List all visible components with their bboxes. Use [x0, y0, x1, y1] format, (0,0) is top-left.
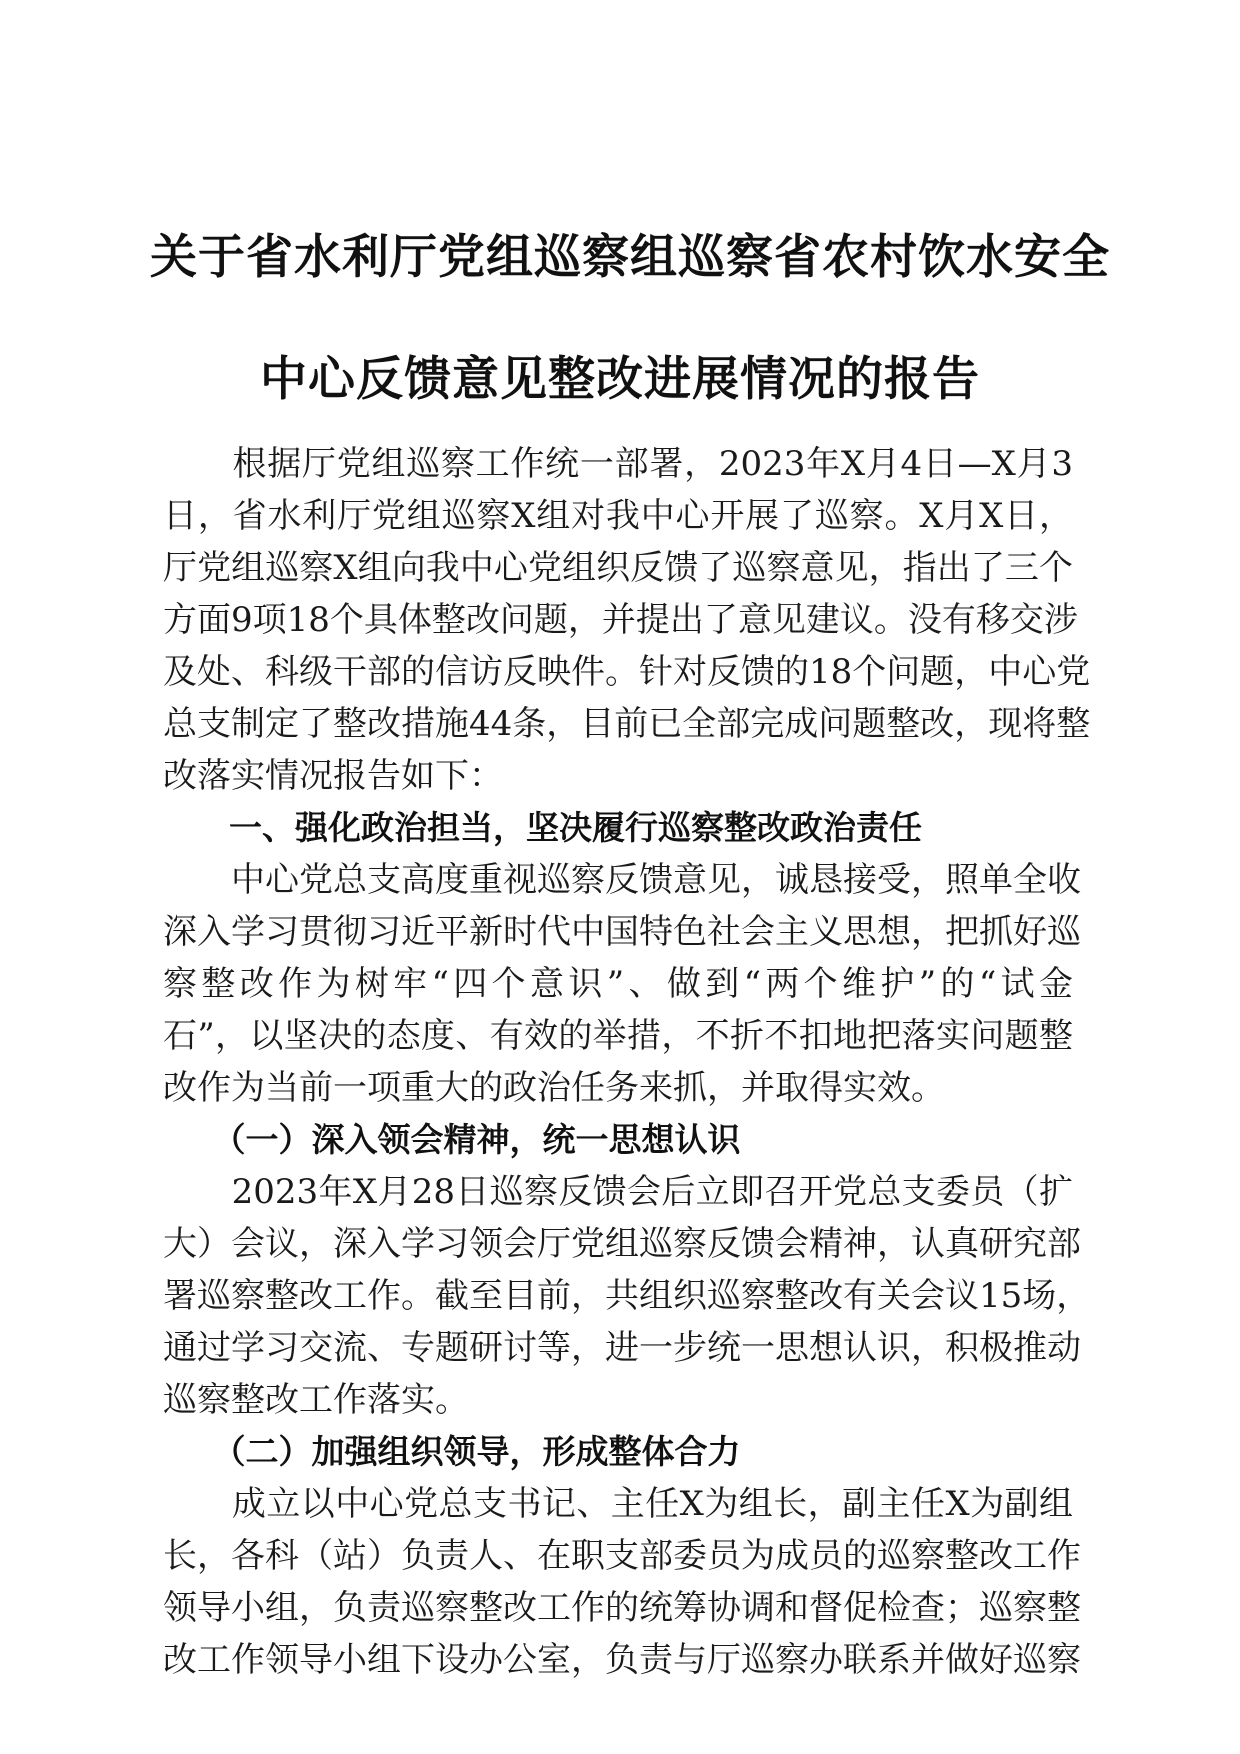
paragraph-2-line: 察整改作为树牢“四个意识”、做到“两个维护”的“试金: [163, 964, 1073, 1004]
paragraph-2-line: 深入学习贯彻习近平新时代中国特色社会主义思想，把抓好巡: [163, 912, 1081, 952]
document-title-line-1: 关于省水利厅党组巡察组巡察省农村饮水安全: [150, 230, 1110, 285]
paragraph-3-line: 大）会议，深入学习领会厅党组巡察反馈会精神，认真研究部: [163, 1224, 1081, 1264]
subsection-heading-2: （二）加强组织领导，形成整体合力: [163, 1432, 741, 1471]
paragraph-1-line: 根据厅党组巡察工作统一部署，2023年X月4日—X月3: [163, 444, 1073, 484]
paragraph-2-line: 改作为当前一项重大的政治任务来抓，并取得实效。: [163, 1068, 945, 1108]
paragraph-1-line: 方面9项18个具体整改问题，并提出了意见建议。没有移交涉: [163, 600, 1078, 640]
paragraph-1-line: 厅党组巡察X组向我中心党组织反馈了巡察意见，指出了三个: [163, 548, 1073, 588]
subsection-heading-1: （一）深入领会精神，统一思想认识: [163, 1120, 741, 1159]
section-heading-1: 一、强化政治担当，坚决履行巡察整改政治责任: [163, 808, 922, 847]
paragraph-1-line: 及处、科级干部的信访反映件。针对反馈的18个问题，中心党: [163, 652, 1091, 692]
paragraph-3-line: 巡察整改工作落实。: [163, 1380, 469, 1420]
paragraph-2-line: 中心党总支高度重视巡察反馈意见，诚恳接受，照单全收: [163, 860, 1081, 900]
paragraph-3-line: 署巡察整改工作。截至目前，共组织巡察整改有关会议15场，: [163, 1276, 1091, 1316]
paragraph-1-line: 改落实情况报告如下：: [163, 756, 503, 796]
paragraph-1-line: 总支制定了整改措施44条，目前已全部完成问题整改，现将整: [163, 704, 1091, 744]
paragraph-3-line: 2023年X月28日巡察反馈会后立即召开党总支委员（扩: [163, 1172, 1073, 1212]
paragraph-4-line: 领导小组，负责巡察整改工作的统筹协调和督促检查；巡察整: [163, 1588, 1081, 1628]
paragraph-4-line: 成立以中心党总支书记、主任X为组长，副主任X为副组: [163, 1484, 1073, 1524]
paragraph-1-line: 日，省水利厅党组巡察X组对我中心开展了巡察。X月X日，: [163, 496, 1073, 536]
paragraph-2-line: 石”，以坚决的态度、有效的举措，不折不扣地把落实问题整: [163, 1016, 1073, 1056]
paragraph-4-line: 改工作领导小组下设办公室，负责与厅巡察办联系并做好巡察: [163, 1640, 1081, 1680]
document-title-line-2: 中心反馈意见整改进展情况的报告: [260, 352, 980, 407]
paragraph-3-line: 通过学习交流、专题研讨等，进一步统一思想认识，积极推动: [163, 1328, 1081, 1368]
paragraph-4-line: 长，各科（站）负责人、在职支部委员为成员的巡察整改工作: [163, 1536, 1081, 1576]
